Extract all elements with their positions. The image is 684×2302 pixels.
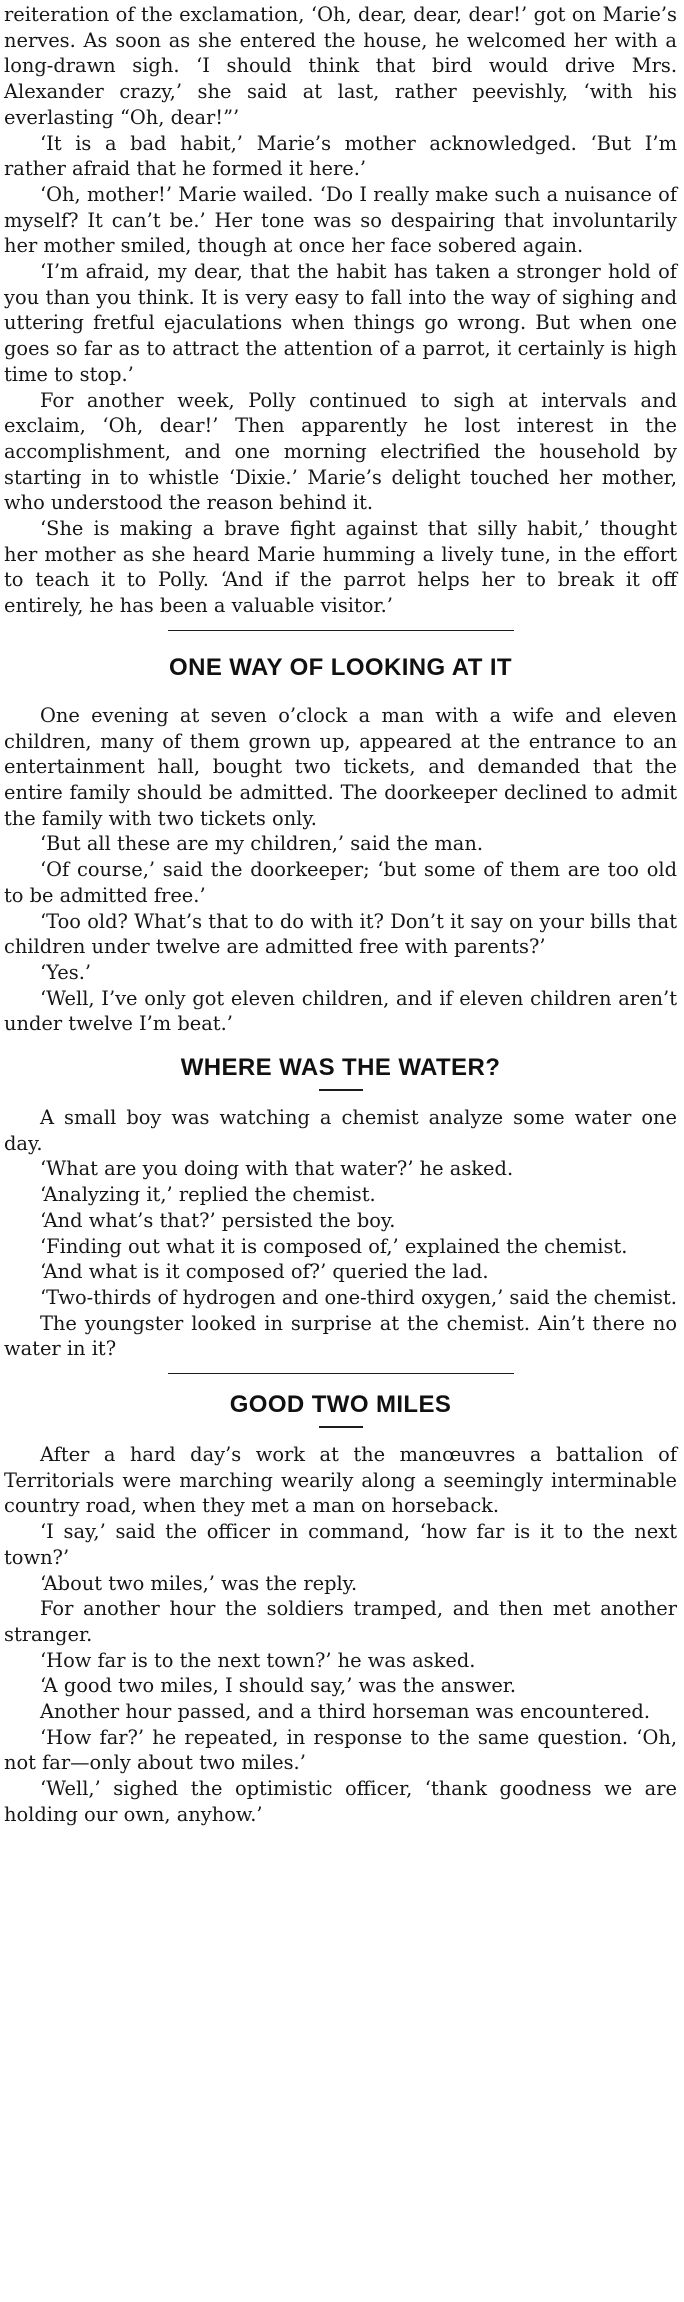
paragraph: ‘It is a bad habit,’ Marie’s mother acknowledged. ‘But I’m rather afraid that he formed it here.’	[4, 131, 677, 181]
paragraph: Another hour passed, and a third horseman was encountered.	[40, 1700, 651, 1724]
paragraph: ‘How far?’ he repeated, in response to the same question. ‘Oh, not far—only about two miles.’	[4, 1725, 677, 1775]
paragraph: ‘And what’s that?’ persisted the boy.	[40, 1208, 396, 1232]
paragraph: ‘And what is it composed of?’ queried the lad.	[40, 1260, 489, 1284]
paragraph: After a hard day’s work at the manœuvres a battalion of Territorials were marching wearily along a seemingly interminable country road, when they met a man on horseback.	[4, 1443, 677, 1518]
paragraph: ‘I’m afraid, my dear, that the habit has taken a stronger hold of you than you think. It is very easy to fall into the way of sighing and uttering fretful ejaculations when things go wrong. But when one goes so far as to attract the attention of a parrot, it certainly is high time to stop.’	[4, 260, 677, 386]
paragraph: ‘Too old? What’s that to do with it? Don’t it say on your bills that children under twelve are admitted free with parents?’	[4, 909, 677, 959]
section-where-was-the-water	[4, 1053, 677, 1362]
heading-underline	[319, 1426, 363, 1428]
story-continuation	[4, 2, 677, 619]
paragraph: ‘Well,’ sighed the optimistic officer, ‘thank goodness we are holding our own, anyhow.’	[4, 1777, 677, 1826]
paragraph: ‘Well, I’ve only got eleven children, and if eleven children aren’t under twelve I’m beat.’	[4, 986, 677, 1036]
section-one-way-of-looking	[4, 653, 677, 1037]
paragraph: ‘A good two miles, I should say,’ was the answer.	[40, 1674, 517, 1698]
paragraph: ‘Yes.’	[40, 960, 92, 984]
paragraph: ‘Oh, mother!’ Marie wailed. ‘Do I really make such a nuisance of myself? It can’t be.’ Her tone was so despairing that involuntarily her mother smiled, though at once her face sobered again.	[4, 182, 677, 258]
paragraph: ‘Two-thirds of hydrogen and one-third oxygen,’ said the chemist.	[40, 1285, 677, 1309]
paragraph: A small boy was watching a chemist analyze some water one day.	[4, 1106, 677, 1155]
section-good-two-miles	[4, 1390, 677, 1828]
paragraph: ‘She is making a brave fight against that silly habit,’ thought her mother as she heard Marie humming a lively tune, in the effort to teach it to Polly. ‘And if the parrot helps her to break it off entirely, he has been a valuable visitor.’	[4, 517, 677, 618]
section-divider	[168, 1373, 514, 1374]
heading-underline	[319, 1089, 363, 1091]
paragraph: For another hour the soldiers tramped, and then met another stranger.	[4, 1597, 677, 1646]
paragraph: ‘I say,’ said the officer in command, ‘how far is it to the next town?’	[4, 1520, 677, 1569]
paragraph: ‘Analyzing it,’ replied the chemist.	[40, 1183, 376, 1207]
paragraph: ‘But all these are my children,’ said the man.	[40, 832, 484, 856]
paragraph: The youngster looked in surprise at the chemist. Ain’t there no water in it?	[4, 1311, 677, 1361]
paragraph: ‘Finding out what it is composed of,’ explained the chemist.	[40, 1234, 628, 1258]
paragraph: ‘Of course,’ said the doorkeeper; ‘but some of them are too old to be admitted free.’	[4, 858, 677, 907]
paragraph: One evening at seven o’clock a man with a wife and eleven children, many of them grown up, appeared at the entrance to an entertainment hall, bought two tickets, and demanded that the entire family should be admitted. The doorkeeper declined to admit the family with two tickets only.	[4, 703, 677, 830]
section-heading: WHERE WAS THE WATER?	[180, 1054, 501, 1082]
section-heading: ONE WAY OF LOOKING AT IT	[169, 653, 512, 681]
section-heading: GOOD TWO MILES	[229, 1391, 452, 1419]
paragraph: ‘How far is to the next town?’ he was asked.	[40, 1648, 476, 1672]
paragraph: ‘About two miles,’ was the reply.	[40, 1571, 358, 1595]
paragraph: ‘What are you doing with that water?’ he asked.	[40, 1157, 514, 1181]
section-divider	[168, 630, 514, 631]
paragraph: reiteration of the exclamation, ‘Oh, dear, dear, dear!’ got on Marie’s nerves. As soon as she entered the house, he welcomed her with a long-drawn sigh. ‘I should think that bird would drive Mrs. Alexander crazy,’ she said at last, rather peevishly, ‘with his everlasting “Oh, dear!”’	[4, 3, 677, 129]
paragraph: For another week, Polly continued to sigh at intervals and exclaim, ‘Oh, dear!’ Then apparently he lost interest in the accomplishment, and one morning electrified the household by starting in to whistle ‘Dixie.’ Marie’s delight touched her mother, who understood the reason behind it.	[4, 388, 677, 515]
